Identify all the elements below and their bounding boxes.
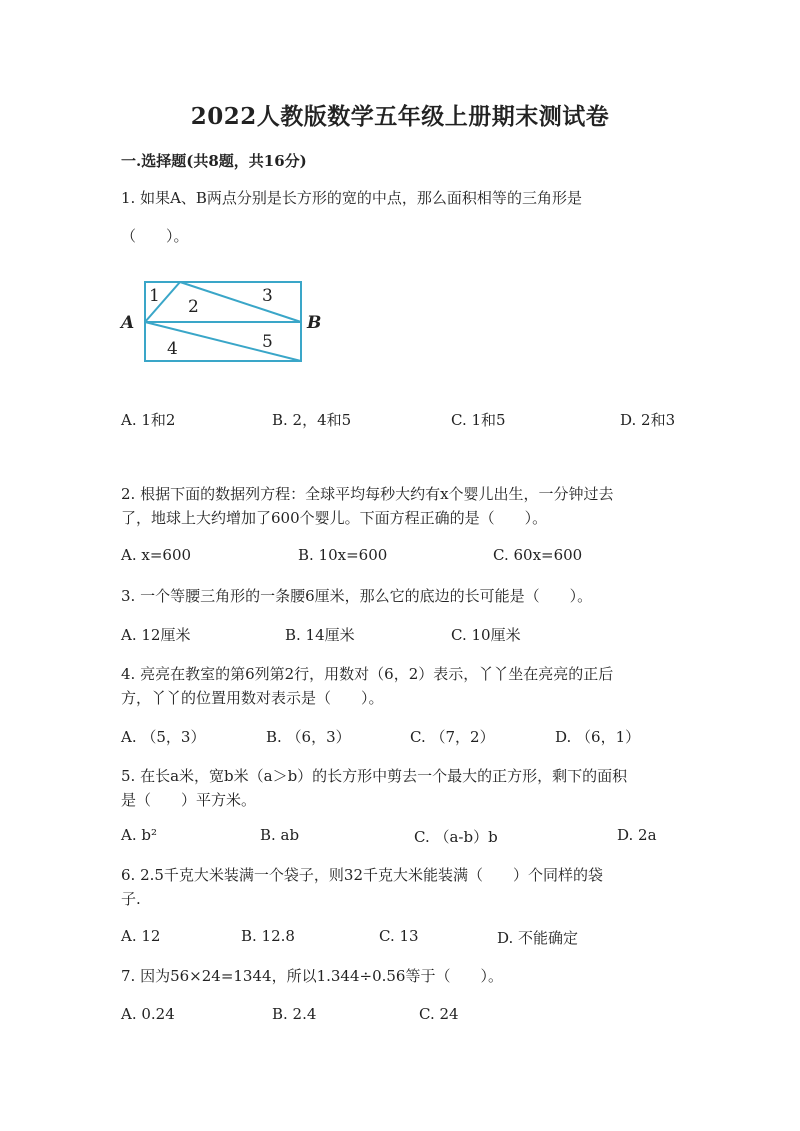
question-6-option-d: D. 不能确定 [497, 929, 579, 947]
question-4-line-2: 方，丫丫的位置用数对表示是（ ）。 [121, 689, 384, 707]
question-4-line-1: 4. 亮亮在教室的第6列第2行，用数对（6，2）表示，丫丫坐在亮亮的正后 [121, 665, 614, 683]
rectangle-triangles-figure [118, 272, 348, 372]
question-2-line-1: 2. 根据下面的数据列方程：全球平均每秒大约有x个婴儿出生，一分钟过去 [121, 485, 614, 503]
question-1-line-1: 1. 如果A、B两点分别是长方形的宽的中点，那么面积相等的三角形是 [121, 189, 582, 207]
question-2-option-b: B. 10x=600 [298, 546, 388, 564]
question-1-line-2: （ ）。 [121, 227, 189, 245]
page-title: 2022人教版数学五年级上册期末测试卷 [190, 103, 610, 130]
question-2-line-2: 了，地球上大约增加了600个婴儿。下面方程正确的是（ ）。 [121, 509, 548, 527]
question-6-option-c: C. 13 [379, 927, 419, 945]
question-5-line-2: 是（ ）平方米。 [121, 791, 257, 809]
figure-region-4: 4 [167, 339, 178, 359]
question-3-option-c: C. 10厘米 [451, 626, 521, 644]
question-1-option-c: C. 1和5 [451, 411, 506, 429]
figure-region-5: 5 [262, 332, 273, 352]
question-1-option-a: A. 1和2 [121, 411, 176, 429]
question-7-line-1: 7. 因为56×24=1344，所以1.344÷0.56等于（ ）。 [121, 967, 503, 985]
figure-point-a: A [121, 313, 135, 333]
question-6-option-b: B. 12.8 [241, 927, 295, 945]
figure-region-2: 2 [188, 297, 199, 317]
question-3-line-1: 3. 一个等腰三角形的一条腰6厘米，那么它的底边的长可能是（ ）。 [121, 587, 593, 605]
question-4-option-a: A. （5，3） [121, 728, 206, 746]
question-1-option-b: B. 2，4和5 [272, 411, 352, 429]
figure-region-1: 1 [149, 286, 160, 306]
question-5-option-c: C. （a-b）b [414, 828, 498, 846]
question-7-option-b: B. 2.4 [272, 1005, 317, 1023]
question-3-option-b: B. 14厘米 [285, 626, 355, 644]
question-6-line-1: 6. 2.5千克大米装满一个袋子，则32千克大米能装满（ ）个同样的袋 [121, 866, 604, 884]
question-4-option-b: B. （6，3） [266, 728, 351, 746]
figure-region-3: 3 [262, 286, 273, 306]
question-3-option-a: A. 12厘米 [121, 626, 191, 644]
question-5-option-d: D. 2a [617, 826, 657, 844]
figure-point-b: B [307, 313, 322, 333]
question-5-option-a: A. b² [121, 826, 157, 844]
question-2-option-a: A. x=600 [121, 546, 192, 564]
section-heading: 一.选择题(共8题，共16分) [121, 152, 307, 170]
question-1-option-d: D. 2和3 [620, 411, 676, 429]
question-4-option-c: C. （7，2） [410, 728, 495, 746]
question-7-option-a: A. 0.24 [121, 1005, 175, 1023]
question-5-line-1: 5. 在长a米，宽b米（a＞b）的长方形中剪去一个最大的正方形，剩下的面积 [121, 767, 628, 785]
question-2-option-c: C. 60x=600 [493, 546, 583, 564]
question-4-option-d: D. （6，1） [555, 728, 641, 746]
question-5-option-b: B. ab [260, 826, 300, 844]
question-6-line-2: 子. [121, 890, 141, 908]
question-6-option-a: A. 12 [121, 927, 161, 945]
question-7-option-c: C. 24 [419, 1005, 459, 1023]
